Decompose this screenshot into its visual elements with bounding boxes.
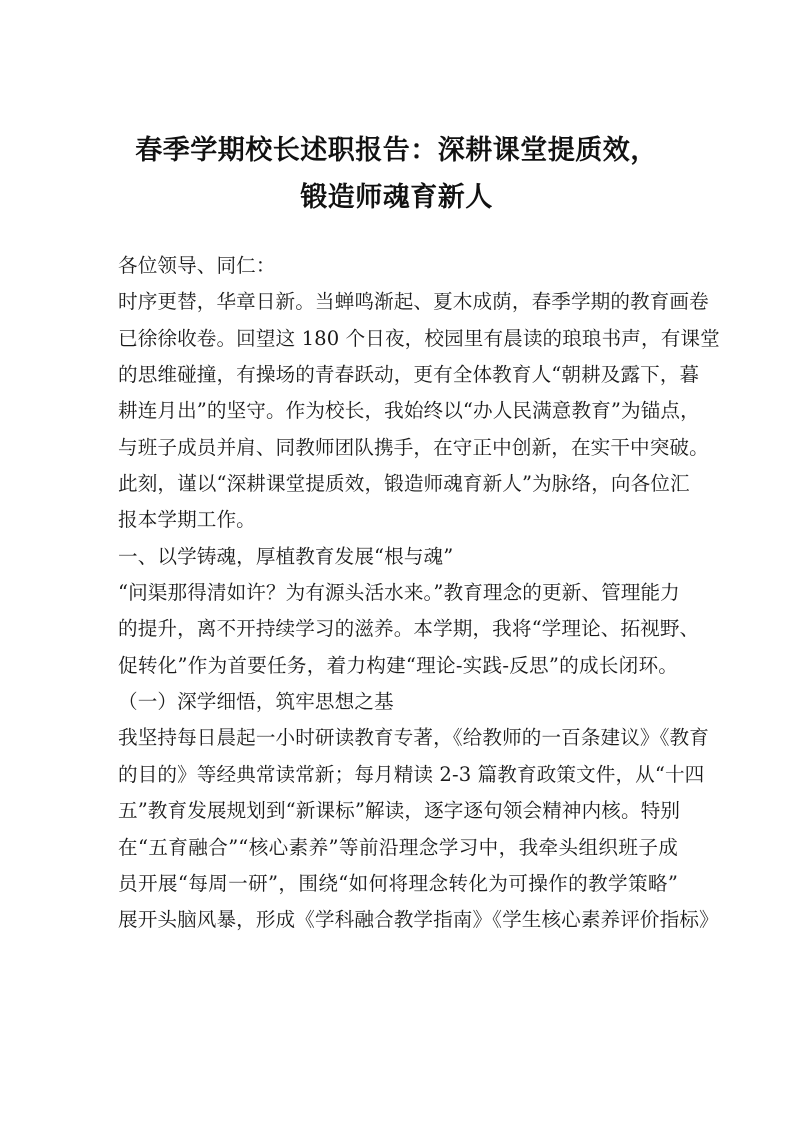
paragraph-line: 的思维碰撞，有操场的青春跃动，更有全体教育人“朝耕及露下，暮 bbox=[118, 363, 700, 387]
subsection-heading-1-1: （一）深学细悟，筑牢思想之基 bbox=[118, 690, 394, 714]
paragraph-line: 员开展“每周一研”，围绕“如何将理念转化为可操作的教学策略” bbox=[118, 871, 678, 895]
paragraph-line: 时序更替，华章日新。当蝉鸣渐起、夏木成荫，春季学期的教育画卷 bbox=[118, 290, 709, 314]
paragraph-line: “问渠那得清如许？为有源头活水来。”教育理念的更新、管理能力 bbox=[118, 581, 680, 605]
paragraph-line: 报本学期工作。 bbox=[118, 508, 256, 532]
paragraph-line: 此刻，谨以“深耕课堂提质效，锻造师魂育新人”为脉络，向各位汇 bbox=[118, 472, 690, 496]
salutation: 各位领导、同仁： bbox=[118, 254, 276, 277]
document-title-line-2: 锻造师魂育新人 bbox=[300, 182, 493, 213]
paragraph-line: 五”教育发展规划到“新课标”解读，逐字逐句领会精神内核。特别 bbox=[118, 799, 681, 823]
paragraph-line: 已徐徐收卷。回望这 180 个日夜，校园里有晨读的琅琅书声，有课堂 bbox=[118, 326, 720, 350]
document-body bbox=[118, 248, 720, 939]
paragraph-line: 与班子成员并肩、同教师团队携手，在守正中创新，在实干中突破。 bbox=[118, 435, 709, 459]
paragraph-line: 我坚持每日晨起一小时研读教育专著，《给教师的一百条建议》《教育 bbox=[118, 726, 709, 750]
paragraph-line: 促转化”作为首要任务，着力构建“理论-实践-反思”的成长闭环。 bbox=[118, 653, 678, 677]
paragraph-line: 在“五育融合”“核心素养”等前沿理念学习中，我牵头组织班子成 bbox=[118, 835, 678, 859]
paragraph-line: 的提升，离不开持续学习的滋养。本学期，我将“学理论、拓视野、 bbox=[118, 617, 700, 641]
paragraph-line: 展开头脑风暴，形成《学科融合教学指南》《学生核心素养评价指标》 bbox=[118, 908, 719, 932]
paragraph-line: 耕连月出”的坚守。作为校长，我始终以“办人民满意教育”为锚点， bbox=[118, 399, 700, 423]
section-heading-1: 一、以学铸魂，厚植教育发展“根与魂” bbox=[118, 544, 454, 568]
paragraph-line: 的目的》等经典常读常新；每月精读 2-3 篇教育政策文件，从“十四 bbox=[118, 762, 705, 786]
document-title-line-1: 春季学期校长述职报告：深耕课堂提质效， bbox=[135, 135, 658, 166]
